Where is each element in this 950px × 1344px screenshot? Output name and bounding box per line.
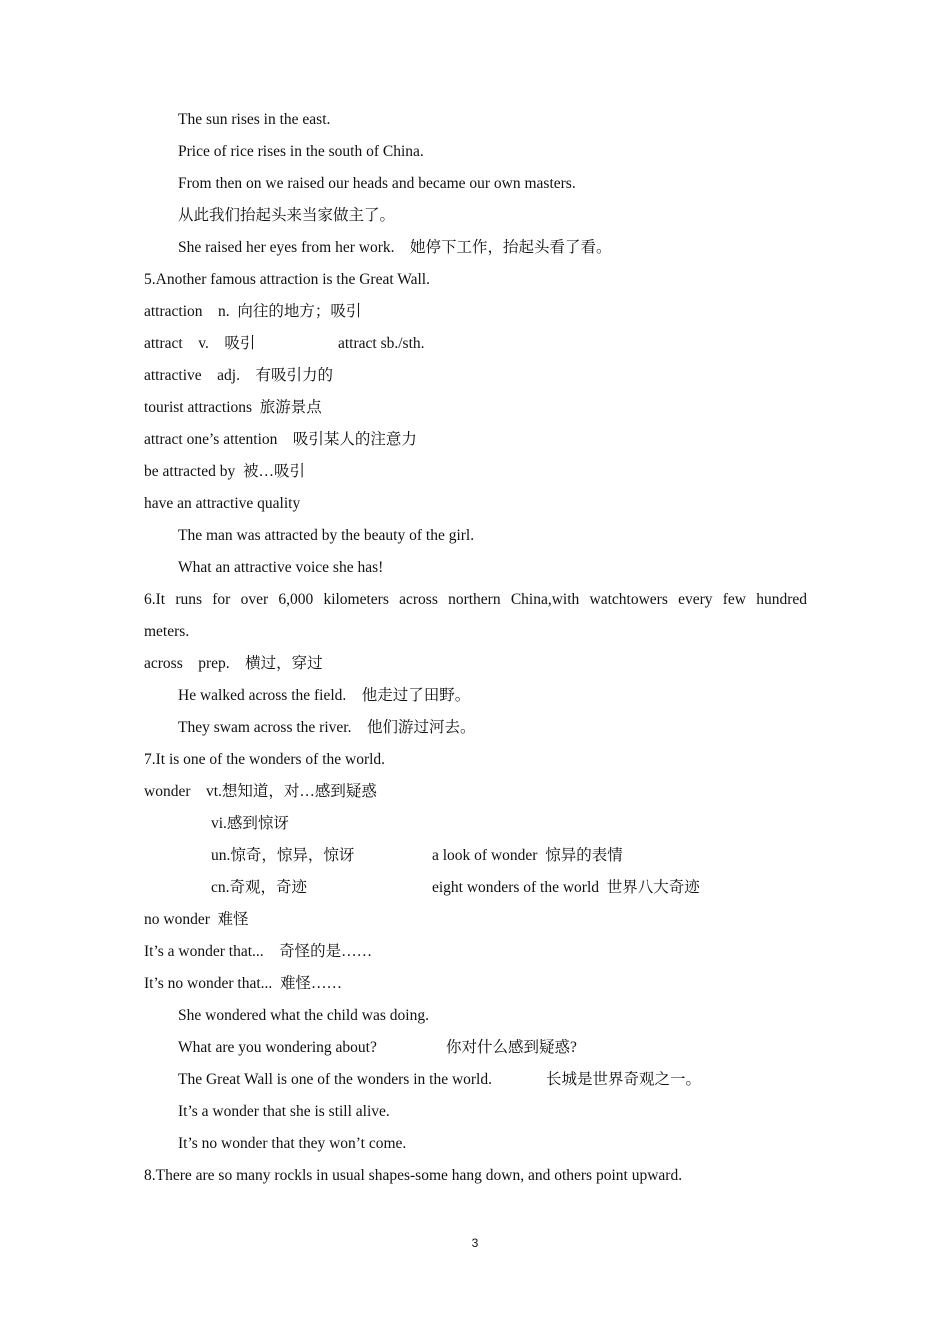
example-sentence: The sun rises in the east. bbox=[178, 111, 331, 128]
vocab-entry: attract v. 吸引 bbox=[144, 335, 256, 352]
vocab-phrase: tourist attractions 旅游景点 bbox=[144, 399, 322, 416]
example-sentence: She wondered what the child was doing. bbox=[178, 1007, 429, 1024]
numbered-sentence: 8.There are so many rockls in usual shapes-some hang down, and others point upward. bbox=[144, 1167, 683, 1184]
example-sentence: The Great Wall is one of the wonders in the world. bbox=[178, 1071, 492, 1088]
vocab-phrase: It’s no wonder that... 难怪…… bbox=[144, 975, 343, 992]
numbered-sentence-continuation: meters. bbox=[144, 623, 190, 640]
vocab-sense: cn.奇观，奇迹 bbox=[211, 879, 308, 896]
example-sentence: What are you wondering about? bbox=[178, 1039, 377, 1056]
vocab-phrase: no wonder 难怪 bbox=[144, 911, 249, 928]
numbered-sentence: 7.It is one of the wonders of the world. bbox=[144, 751, 386, 768]
example-sentence: Price of rice rises in the south of China. bbox=[178, 143, 424, 160]
example-sentence: The man was attracted by the beauty of the girl. bbox=[178, 527, 475, 544]
numbered-sentence: 5.Another famous attraction is the Great Wall. bbox=[144, 271, 430, 288]
vocab-entry: across prep. 横过，穿过 bbox=[144, 655, 323, 672]
vocab-usage: attract sb./sth. bbox=[338, 335, 425, 352]
numbered-sentence: 6.It runs for over 6,000 kilometers across northern China,with watchtowers every few hundred bbox=[144, 591, 807, 608]
example-sentence: What an attractive voice she has! bbox=[178, 559, 384, 576]
vocab-phrase: be attracted by 被…吸引 bbox=[144, 463, 305, 480]
example-sentence: They swam across the river. 他们游过河去。 bbox=[178, 719, 476, 736]
example-sentence: It’s a wonder that she is still alive. bbox=[178, 1103, 390, 1120]
vocab-usage: eight wonders of the world 世界八大奇迹 bbox=[432, 879, 700, 896]
vocab-phrase: attract one’s attention 吸引某人的注意力 bbox=[144, 431, 417, 448]
vocab-entry: attraction n. 向往的地方；吸引 bbox=[144, 303, 362, 320]
vocab-entry: attractive adj. 有吸引力的 bbox=[144, 367, 333, 384]
example-translation: 长城是世界奇观之一。 bbox=[546, 1071, 702, 1088]
example-sentence: He walked across the field. 他走过了田野。 bbox=[178, 687, 471, 704]
vocab-phrase: have an attractive quality bbox=[144, 495, 301, 512]
vocab-usage: a look of wonder 惊异的表情 bbox=[432, 847, 623, 864]
vocab-phrase: It’s a wonder that... 奇怪的是…… bbox=[144, 943, 373, 960]
page-number: 3 bbox=[471, 1236, 479, 1250]
vocab-entry: wonder vt.想知道，对…感到疑惑 bbox=[144, 783, 377, 800]
example-sentence: It’s no wonder that they won’t come. bbox=[178, 1135, 407, 1152]
example-translation: 从此我们抬起头来当家做主了。 bbox=[178, 207, 396, 224]
vocab-sense: un.惊奇，惊异，惊讶 bbox=[211, 847, 355, 864]
example-sentence: From then on we raised our heads and became our own masters. bbox=[178, 175, 576, 192]
example-translation: 你对什么感到疑惑? bbox=[446, 1039, 577, 1056]
vocab-sense: vi.感到惊讶 bbox=[211, 815, 289, 832]
example-sentence: She raised her eyes from her work. 她停下工作，抬起头看了看。 bbox=[178, 239, 612, 256]
